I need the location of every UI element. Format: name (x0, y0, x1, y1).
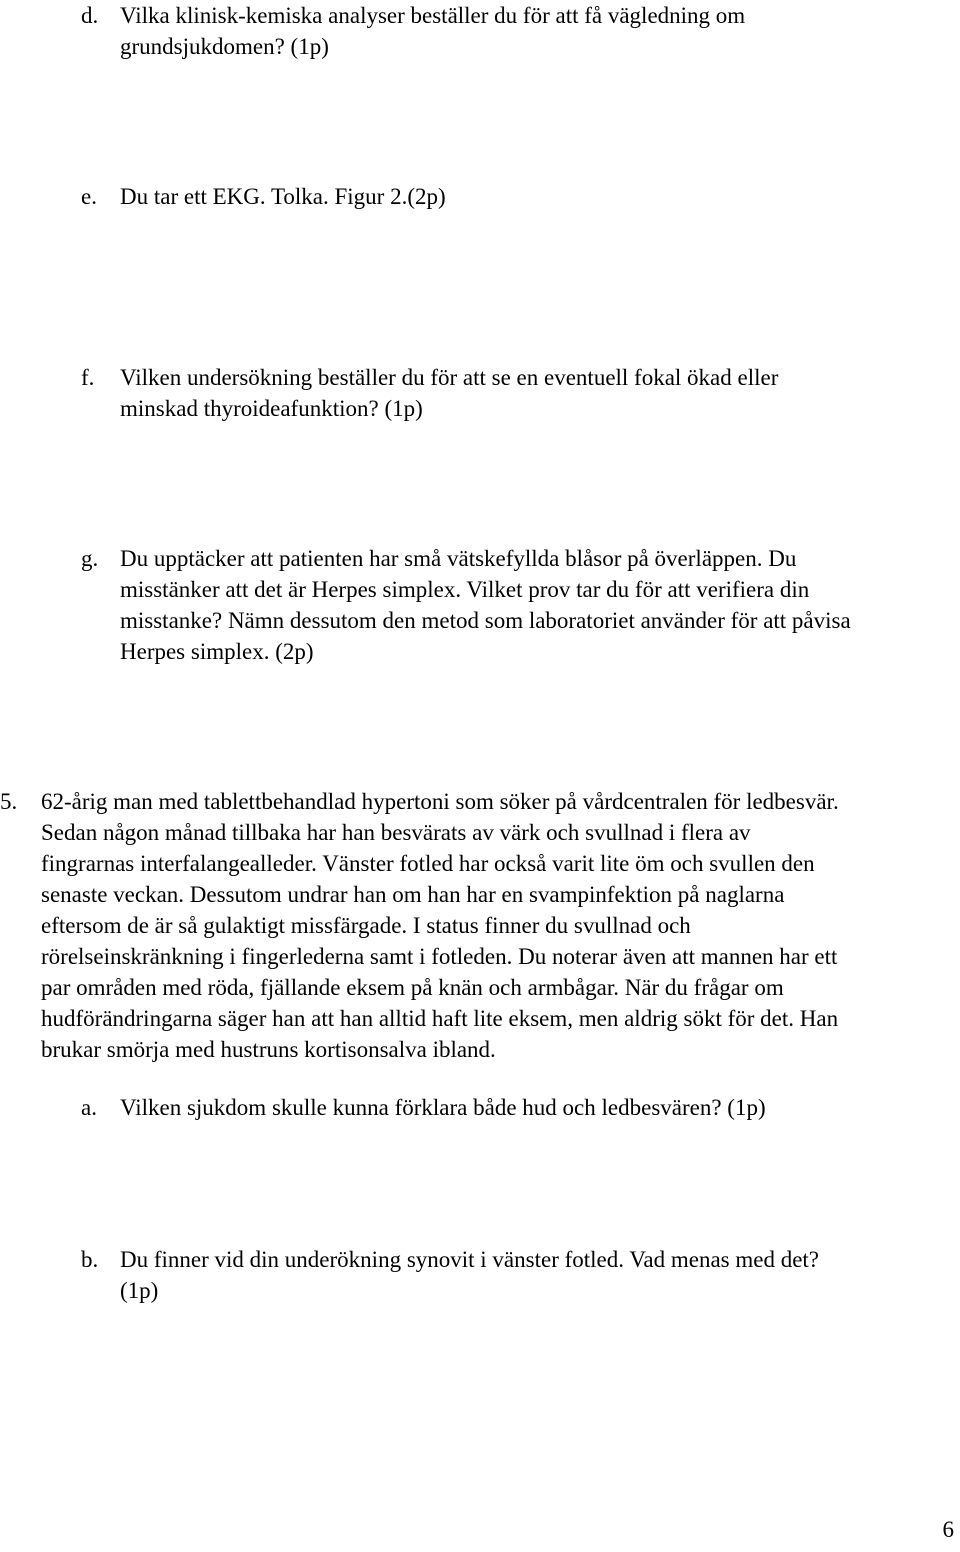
question-f (81, 362, 960, 424)
question-label: f. (81, 365, 95, 390)
question-text: Vilken sjukdom skulle kunna förklara både hud och ledbesvären? (1p) (120, 1095, 766, 1120)
case-label: 5. (0, 789, 18, 814)
question-text: Du tar ett EKG. Tolka. Figur 2.(2p) (120, 184, 446, 209)
question-g (81, 543, 960, 667)
question-label: d. (81, 3, 99, 28)
question-5a (81, 1092, 960, 1123)
question-text: Vilken undersökning beställer du för att se en eventuell fokal ökad eller minskad thyroideafunktion? (1p) (120, 365, 779, 421)
case-5 (0, 786, 960, 1065)
question-e (81, 181, 960, 212)
question-5b (81, 1244, 960, 1306)
question-label: b. (81, 1247, 99, 1272)
question-d (81, 0, 960, 62)
page-number: 6 (942, 1517, 954, 1542)
question-text: Du finner vid din underökning synovit i vänster fotled. Vad menas med det? (1p) (120, 1247, 820, 1303)
question-label: e. (81, 184, 97, 209)
question-text: Du upptäcker att patienten har små vätskefyllda blåsor på överläppen. Du misstänker att det är Herpes simplex. Vilket prov tar du för att verifiera din misstanke? Nämn dessutom den metod som laboratoriet använder för att påvisa Herpes simplex. (2p) (120, 546, 851, 664)
question-label: a. (81, 1095, 97, 1120)
question-label: g. (81, 546, 99, 571)
question-text: Vilka klinisk-kemiska analyser beställer du för att få vägledning om grundsjukdomen? (1p) (120, 3, 746, 59)
case-description: 62-årig man med tablettbehandlad hypertoni som söker på vårdcentralen för ledbesvär. Sedan någon månad tillbaka har han besvärats av värk och svullnad i flera av fingrarnas interfalangealleder. Vänster fotled har också varit lite öm och svullen den senaste veckan. Dessutom undrar han om han har en svampinfektion på naglarna eftersom de är så gulaktigt missfärgade. I status finner du svullnad och rörelseinskränkning i fingerlederna samt i fotleden. Du noterar även att mannen har ett par områden med röda, fjällande eksem på knän och armbågar. När du frågar om hudförändringarna säger han att han alltid haft lite eksem, men aldrig sökt för det. Han brukar smörja med hustruns kortisonsalva ibland. (41, 789, 839, 1062)
